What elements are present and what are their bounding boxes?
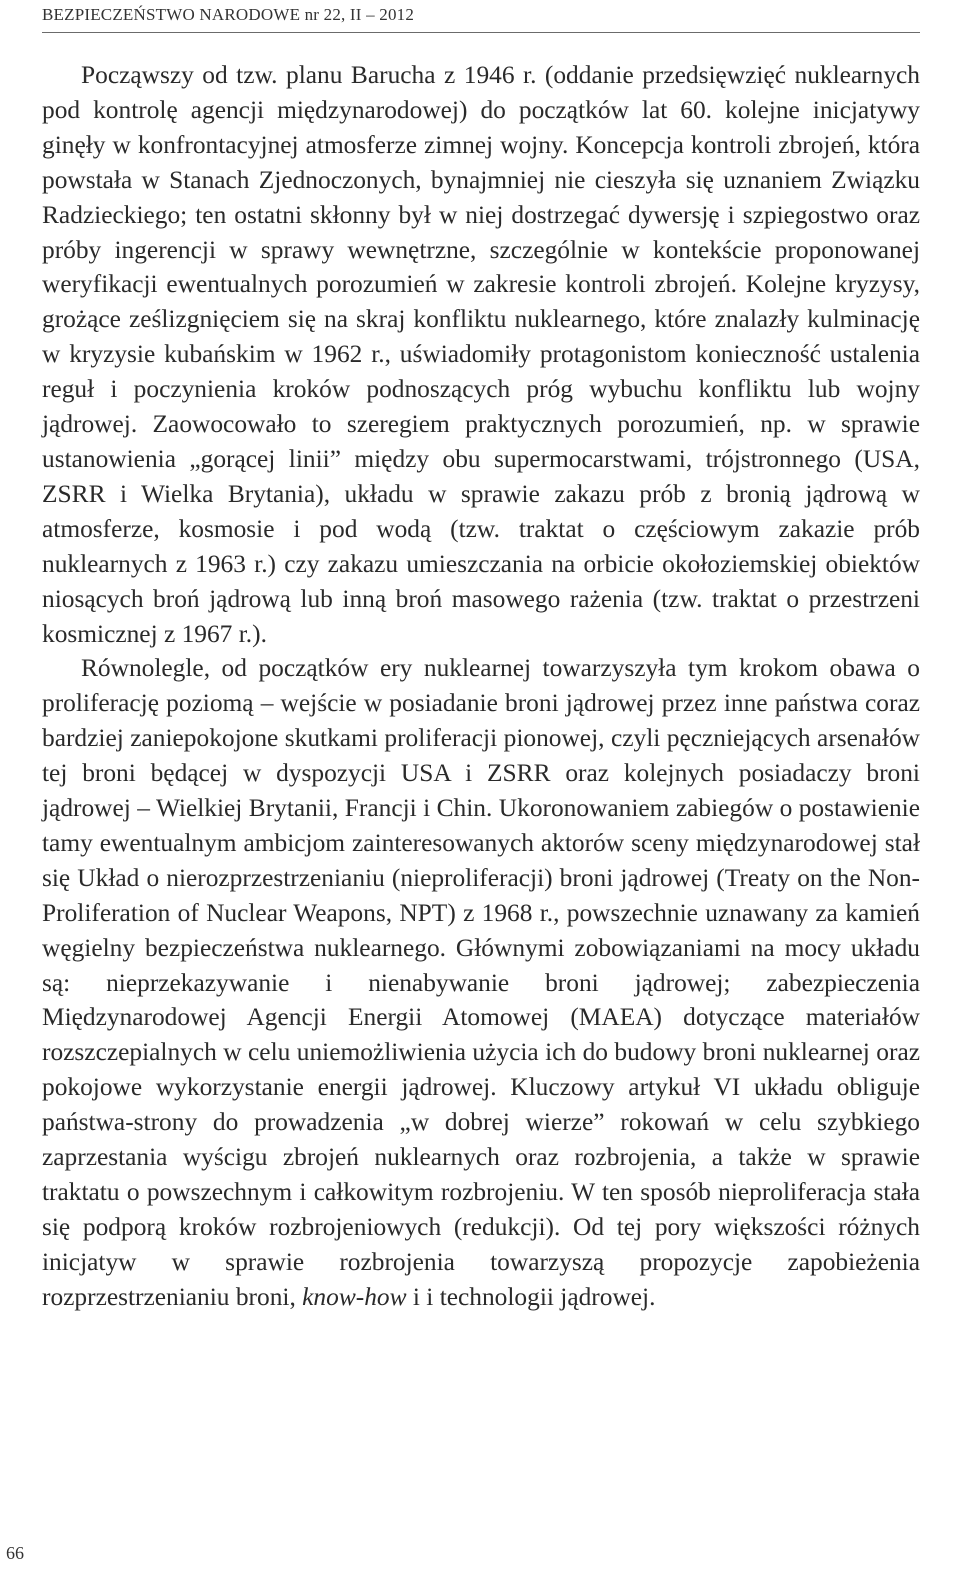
article-body: [42, 58, 920, 1315]
paragraph-1: Począwszy od tzw. planu Barucha z 1946 r. (oddanie przedsięwzięć nuklearnych pod kontrolę agencji międzynarodowej) do początków lat 60. kolejne inicjatywy ginęły w konfrontacyjnej atmosferze zimnej wojny. Koncepcja kontroli zbrojeń, która powstała w Stanach Zjednoczonych, bynajmniej nie cieszyła się uznaniem Związku Radzieckiego; ten ostatni skłonny był w niej dostrzegać dywersję i szpiegostwo oraz próby ingerencji w sprawy wewnętrzne, szczególnie w kontekście proponowanej weryfikacji ewentualnych porozumień w zakresie kontroli zbrojeń. Kolejne kryzysy, grożące ześlizgnięciem się na skraj konfliktu nuklearnego, które znalazły kulminację w kryzysie kubańskim w 1962 r., uświadomiły protagonistom konieczność ustalenia reguł i poczynienia kroków podnoszących próg wybuchu konfliktu lub wojny jądrowej. Zaowocowało to szeregiem praktycznych porozumień, np. w sprawie ustanowienia „gorącej linii” między obu supermocarstwami, trójstronnego (USA, ZSRR i Wielka Brytania), układu w sprawie zakazu prób z bronią jądrową w atmosferze, kosmosie i pod wodą (tzw. traktat o częściowym zakazie prób nuklearnych z 1963 r.) czy zakazu umieszczania na orbicie okołoziemskiej obiektów niosących broń jądrową lub inną broń masowego rażenia (tzw. traktat o przestrzeni kosmicznej z 1967 r.).: [42, 61, 920, 648]
paragraph-2: [42, 651, 920, 1314]
paragraph-2-text: Równolegle, od początków ery nuklearnej towarzyszyła tym krokom obawa o proliferację poziomą – wejście w posiadanie broni jądrowej przez inne państwa coraz bardziej zaniepokojone skutkami proliferacji pionowej, czyli pęczniejących arsenałów tej broni będącej w dyspozycji USA i ZSRR oraz kolejnych posiadaczy broni jądrowej – Wielkiej Brytanii, Francji i Chin. Ukoronowaniem zabiegów o postawienie tamy ewentualnym ambicjom zainteresowanych aktorów sceny międzynarodowej stał się Układ o nierozprzestrzenianiu (nieproliferacji) broni jądrowej (Treaty on the Non-Proliferation of Nuclear Weapons, NPT) z 1968 r., powszechnie uznawany za kamień węgielny bezpieczeństwa nuklearnego. Głównymi zobowiązaniami na mocy układu są: nieprzekazywanie i nienabywanie broni jądrowej; zabezpieczenia Międzynarodowej Agencji Energii Atomowej (MAEA) dotyczące materiałów rozszczepialnych w celu uniemożliwienia użycia ich do budowy broni nuklearnej oraz pokojowe wykorzystanie energii jądrowej. Kluczowy artykuł VI układu obliguje państwa-strony do prowadzenia „w dobrej wierze” rokowań w celu szybkiego zaprzestania wyścigu zbrojeń nuklearnych oraz rozbrojenia, a także w sprawie traktatu o powszechnym i całkowitym rozbrojeniu. W ten sposób nieproliferacja stała się podporą kroków rozbrojeniowych (redukcji). Od tej pory większości różnych inicjatyw w sprawie rozbrojenia towarzyszą propozycje zapobieżenia rozprzestrzenianiu broni,: [42, 654, 920, 1311]
paragraph-2-ending: i i technologii jądrowej.: [406, 1282, 656, 1311]
header-divider: [42, 32, 920, 33]
page-number: 66: [6, 1543, 24, 1563]
italic-term: know-how: [302, 1282, 407, 1311]
running-header: BEZPIECZEŃSTWO NARODOWE nr 22, II – 2012: [42, 5, 415, 24]
